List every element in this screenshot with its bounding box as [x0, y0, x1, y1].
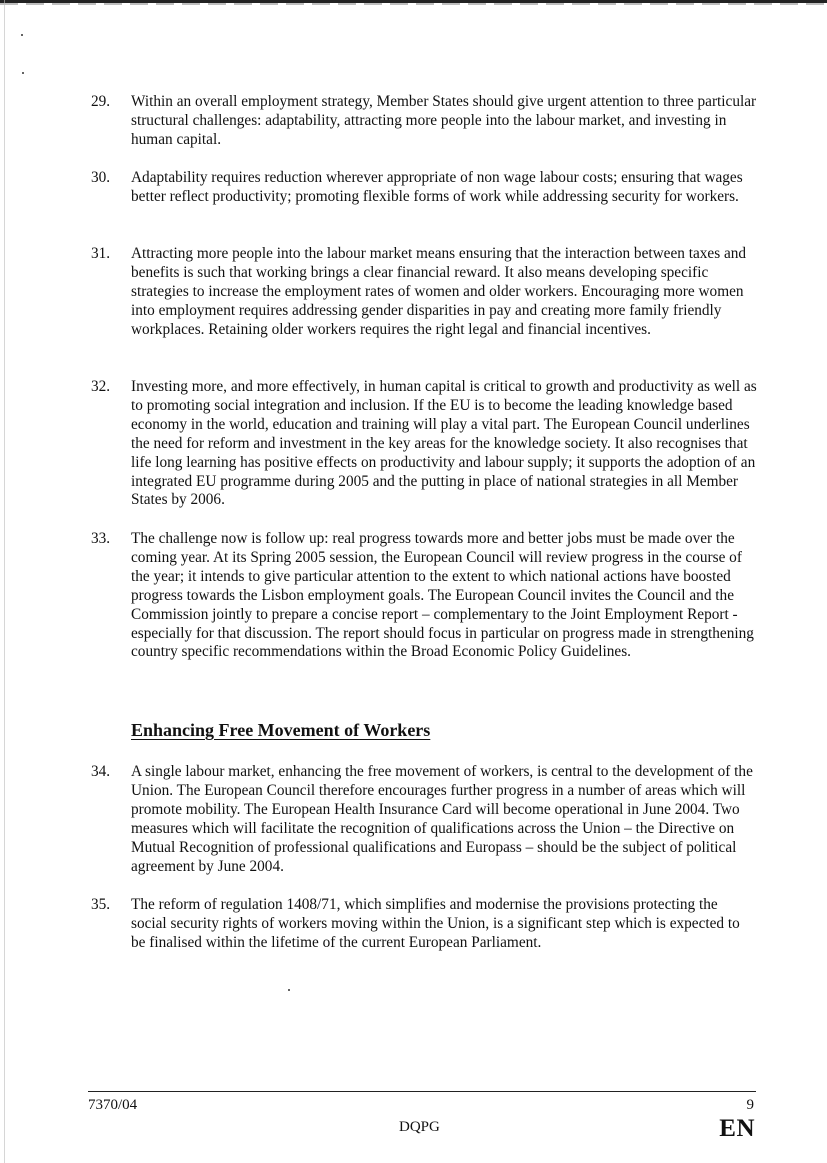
paragraph-text: A single labour market, enhancing the free movement of workers, is central to the development of the Union. The European Council therefore encourages further progress in a number of areas which will promote mobility. The European Health Insurance Card will become operational in June 2004. Two measures which will facilitate the recognition of qualifications across the Union – the Directive on Mutual Recognition of professional qualifications and Europass – should be the subject of political agreement by June 2004.	[131, 763, 753, 875]
scan-speck	[288, 989, 290, 991]
language-code: EN	[719, 1115, 755, 1142]
paragraph-34	[91, 763, 757, 876]
paragraph-32	[91, 378, 757, 510]
paragraph-29	[91, 93, 757, 150]
document-reference: 7370/04	[88, 1097, 138, 1113]
left-edge-scan	[4, 0, 5, 1163]
department-code: DQPG	[399, 1119, 440, 1135]
paragraph-35	[91, 896, 757, 953]
scan-speck	[22, 72, 24, 74]
footer-rule	[88, 1091, 756, 1092]
top-border-scan	[0, 3, 827, 5]
paragraph-number: 34.	[91, 763, 111, 780]
paragraph-text: Investing more, and more effectively, in human capital is critical to growth and productivity as well as to promoting social integration and inclusion. If the EU is to become the leading knowledge based economy in the world, education and training will play a vital part. The European Council underlines the need for reform and investment in the key areas for the knowledge society. It also recognises that life long learning has positive effects on productivity and labour supply; it supports the adoption of an integrated EU programme during 2005 and the putting in place of national strategies in all Member States by 2006.	[131, 378, 757, 509]
section-heading: Enhancing Free Movement of Workers	[131, 720, 431, 740]
paragraph-33	[91, 530, 757, 662]
paragraph-text: Attracting more people into the labour market means ensuring that the interaction between taxes and benefits is such that working brings a clear financial reward. It also means developing specific strategies to increase the employment rates of women and older workers. Encouraging more women into employment requires addressing gender disparities in pay and creating more family friendly workplaces. Retaining older workers requires the right legal and financial incentives.	[131, 245, 747, 338]
page-number: 9	[746, 1097, 754, 1113]
paragraph-text: The challenge now is follow up: real progress towards more and better jobs must be made over the coming year. At its Spring 2005 session, the European Council will review progress in the course of the year; it intends to give particular attention to the extent to which national actions have boosted progress towards the Lisbon employment goals. The European Council invites the Council and the Commission jointly to prepare a concise report – complementary to the Joint Employment Report - especially for that discussion. The report should focus in particular on progress made in strengthening country specific recommendations within the Broad Economic Policy Guidelines.	[131, 530, 754, 661]
scan-speck	[21, 34, 23, 36]
paragraph-31	[91, 245, 757, 340]
paragraph-number: 31.	[91, 245, 111, 262]
paragraph-text: Adaptability requires reduction wherever appropriate of non wage labour costs; ensuring that wages better reflect productivity; promoting flexible forms of work while addressing security for workers.	[131, 169, 743, 205]
paragraph-number: 29.	[91, 93, 111, 110]
paragraph-number: 32.	[91, 378, 111, 395]
paragraph-number: 33.	[91, 530, 111, 547]
paragraph-30	[91, 169, 757, 207]
paragraph-text: The reform of regulation 1408/71, which simplifies and modernise the provisions protecting the social security rights of workers moving within the Union, is a significant step which is expected to be finalised within the lifetime of the current European Parliament.	[131, 896, 740, 951]
paragraph-text: Within an overall employment strategy, Member States should give urgent attention to three particular structural challenges: adaptability, attracting more people into the labour market, and investing in human capital.	[131, 93, 757, 148]
paragraph-number: 30.	[91, 169, 111, 186]
paragraph-number: 35.	[91, 896, 111, 913]
